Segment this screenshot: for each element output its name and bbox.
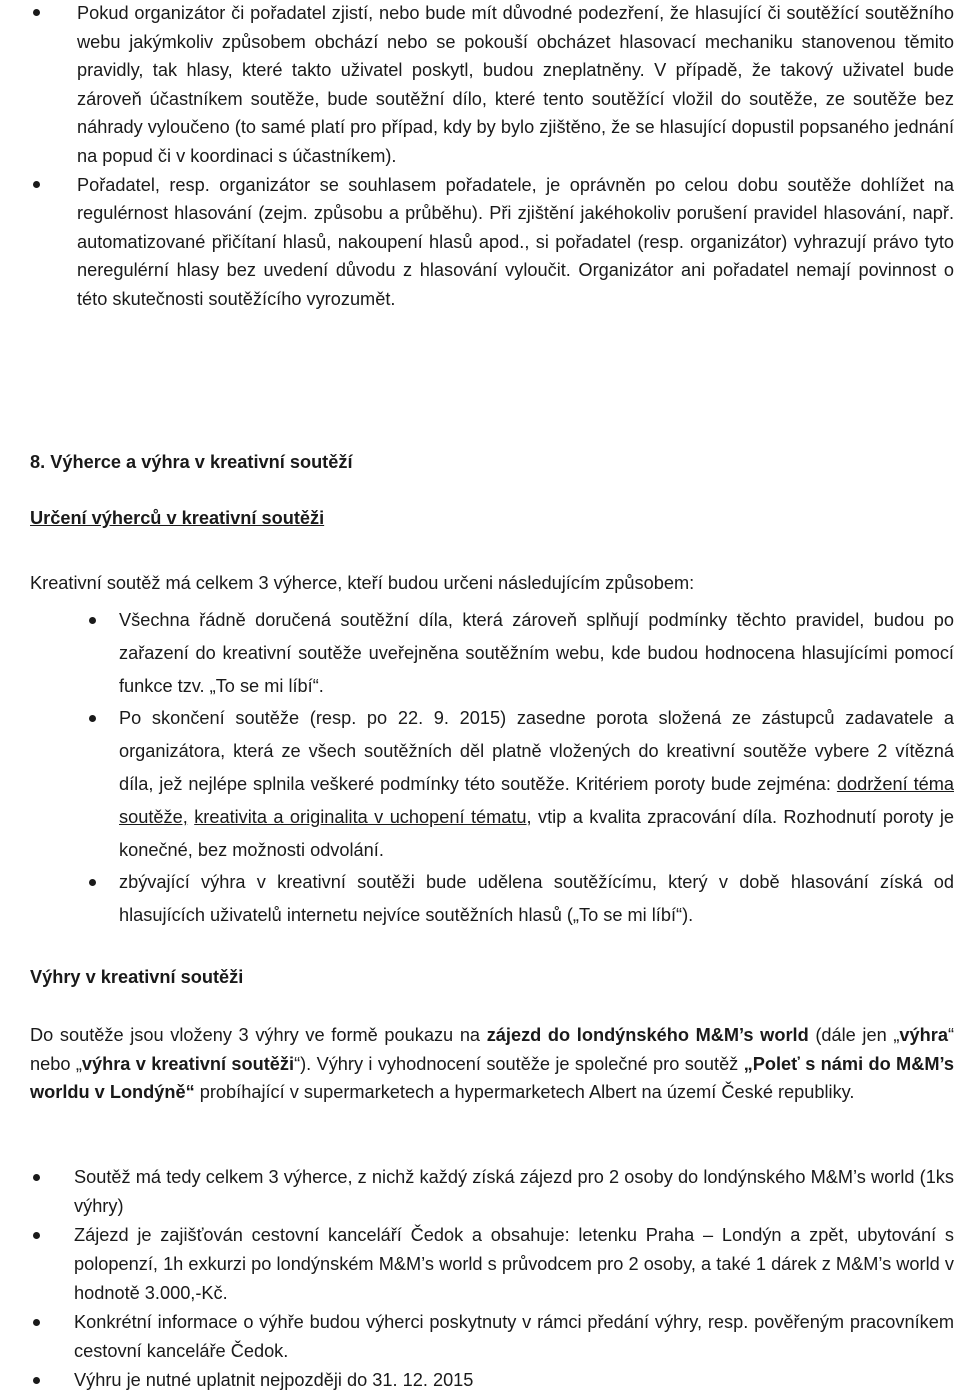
prizes-text-4: “). Výhry i vyhodnocení soutěže je společné pro soutěž	[294, 1053, 744, 1074]
subsection-title: Určení výherců v kreativní soutěži	[30, 508, 325, 528]
criterion-theme: dodržení téma soutěže,	[119, 773, 955, 827]
intro-paragraph: Kreativní soutěž má celkem 3 výherce, kteří budou určeni následujícím způsobem:	[30, 573, 695, 593]
voting-rules-list	[0, 0, 960, 314]
prize-term-creative: výhra v kreativní soutěži	[81, 1053, 295, 1074]
list-item	[0, 604, 960, 702]
list-item	[0, 866, 960, 932]
list-item	[0, 1308, 960, 1366]
prizes-text-1: Do soutěže jsou vloženy 3 výhry ve formě poukazu na	[30, 1025, 487, 1045]
list-item-text: Pořadatel, resp. organizátor se souhlasem pořadatele, je oprávněn po celou dobu soutěže dohlížet na regulérnost hlasování (zejm. způsobu a průběhu). Při zjištění jakéhokoliv porušení pravidel hlasování, např. automatizované přičítaní hlasů, nakoupení hlasů apod., si pořadatel (resp. organizátor) vyhrazují právo tyto neregulérní hlasy bez uvedení důvodu z hlasování vyloučit. Organizátor ani pořadatel nemají povinnost o této skutečnosti soutěžícího vyrozumět.	[77, 174, 954, 309]
list-item-text: zbývající výhra v kreativní soutěži bude udělena soutěžícímu, který v době hlasování získá od hlasujících uživatelů internetu nejvíce soutěžních hlasů („To se mi líbí“).	[119, 872, 954, 926]
prizes-text-3: “ nebo „	[30, 1025, 955, 1074]
list-item-text-continued: V případě, že takový uživatel bude zároveň účastníkem soutěže, bude soutěžní dílo, které tento soutěžící vložil do soutěže, ze soutěže bez náhrady vyloučeno (to samé platí pro případ, kdy by bylo zjištěno, že se hlasující dopustil popsaného jednání na popud či v koordinaci s účastníkem).	[77, 60, 954, 166]
winner-rules-list	[0, 604, 960, 932]
list-item	[0, 0, 960, 171]
list-item	[0, 1163, 960, 1221]
prizes-text-5: probíhající v supermarketech a hypermarketech Albert na území České republiky.	[194, 1082, 855, 1103]
prizes-paragraph	[30, 1021, 954, 1107]
competition-name: „Poleť s námi do M&M’s worldu v Londýně“	[30, 1053, 954, 1103]
list-item	[0, 1221, 960, 1308]
prize-destination: zájezd do londýnského M&M’s world	[486, 1025, 809, 1045]
list-item-text: Po skončení soutěže (resp. po 22. 9. 2015) zasedne porota složená ze zástupců zadavatele a organizátora, která ze všech soutěžních děl platně vložených do kreativní soutěže vybere 2 vítězná díla, jež nejlépe splnila veškeré podmínky této soutěže. Kritériem poroty bude zejména:	[119, 708, 954, 794]
list-item	[0, 171, 960, 314]
prizes-title: Výhry v kreativní soutěži	[30, 967, 244, 987]
list-item-text-continued: , vtip a kvalita zpracování díla. Rozhodnutí poroty je konečné, bez možnosti odvolání.	[119, 806, 954, 860]
list-item-text: Výhru je nutné uplatnit nejpozději do 31. 12. 2015	[74, 1370, 474, 1390]
list-item-text: Soutěž má tedy celkem 3 výherce, z nichž každý získá zájezd pro 2 osoby do londýnského M&M’s world (1ks výhry)	[74, 1167, 954, 1216]
criterion-creativity: kreativita a originalita v uchopení tématu	[194, 806, 527, 827]
list-item-text: Všechna řádně doručená soutěžní díla, která zároveň splňují podmínky těchto pravidel, budou po zařazení do kreativní soutěže uveřejněna soutěžním webu, kde budou hodnocena hlasujícími pomocí funkce tzv. „To se mi líbí“.	[119, 610, 954, 696]
list-item-text: Zájezd je zajišťován cestovní kanceláří Čedok a obsahuje: letenku Praha – Londýn a zpět, ubytování s polopenzí, 1h exkurzi po londýnském M&M’s world s průvodcem pro 2 osoby, a také 1 dárek z M&M’s world v hodnotě 3.000,-Kč.	[74, 1225, 954, 1303]
prize-details-list	[0, 1163, 960, 1395]
section-title: 8. Výherce a výhra v kreativní soutěží	[30, 452, 353, 472]
list-item	[0, 1366, 960, 1395]
prize-term: výhra	[899, 1025, 948, 1045]
list-item	[0, 702, 960, 866]
list-item-text: Pokud organizátor či pořadatel zjistí, nebo bude mít důvodné podezření, že hlasující či soutěžící soutěžního webu jakýmkoliv způsobem obchází nebo se pokouší obcházet hlasovací mechaniku stanovenou těmito pravidly, tak hlasy, které takto uživatel poskytl, budou zneplatněny.	[77, 3, 954, 81]
list-item-text: Konkrétní informace o výhře budou výherci poskytnuty v rámci předání výhry, resp. pověřeným pracovníkem cestovní kanceláře Čedok.	[74, 1312, 954, 1361]
prizes-text-2: (dále jen „	[808, 1025, 900, 1045]
